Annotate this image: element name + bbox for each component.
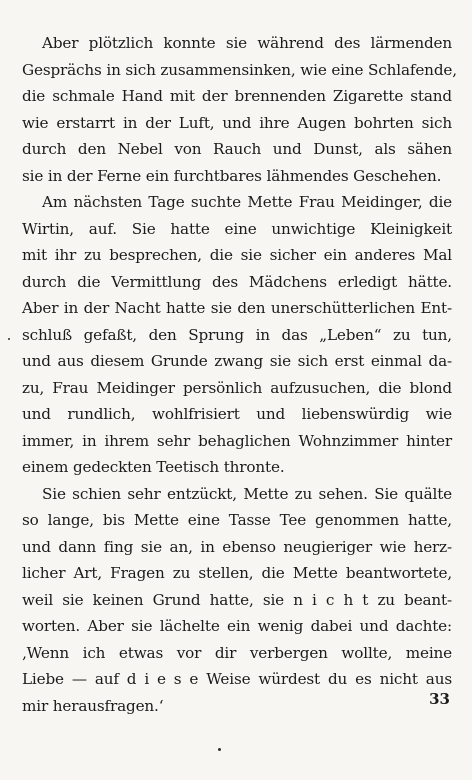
text-line: und aus diesem Grunde zwang sie sich erst einmal da- (22, 352, 452, 370)
text-line: worten. Aber sie lächelte ein wenig dabei und dachte: (22, 617, 452, 635)
text-line: Gesprächs in sich zusammensinken, wie eine Schlafende, (22, 60, 457, 79)
text-line: mir herausfragen.‘ (22, 696, 164, 715)
text-line: und dann fing sie an, in ebenso neugieriger wie herz- (22, 537, 452, 556)
text-line: durch den Nebel von Rauch und Dunst, als sähen (22, 140, 452, 158)
text-line: Sie schien sehr entzückt, Mette zu sehen. Sie quälte (42, 484, 452, 503)
text-line: wie erstarrt in der Luft, und ihre Augen bohrten sich (22, 113, 452, 132)
text-line: licher Art, Fragen zu stellen, die Mette beantwortete, (22, 564, 452, 582)
text-line: schluß gefaßt, den Sprung in das „Leben“ zu tun, (22, 325, 452, 344)
text-line: Am nächsten Tage suchte Mette Frau Meidinger, die (42, 193, 452, 211)
text-line: Liebe — auf d i e s e Weise würdest du es nicht aus (22, 670, 452, 688)
paragraph-3 (22, 481, 452, 720)
text-line: sie in der Ferne ein furchtbares lähmendes Geschehen. (22, 166, 442, 185)
text-line: durch die Vermittlung des Mädchens erledigt hätte. (22, 272, 452, 291)
page-body (22, 30, 457, 719)
text-line: die schmale Hand mit der brennenden Zigarette stand (22, 87, 452, 105)
paragraph-1 (22, 30, 457, 189)
text-line: Wirtin, auf. Sie hatte eine unwichtige Kleinigkeit (22, 219, 452, 238)
text-line: Aber plötzlich konnte sie während des lärmenden (42, 34, 452, 52)
text-line: und rundlich, wohlfrisiert und liebenswürdig wie (22, 405, 452, 423)
text-line: immer, in ihrem sehr behaglichen Wohnzimmer hinter (22, 431, 452, 450)
text-line: zu, Frau Meidinger persönlich aufzusuchen, die blond (22, 378, 452, 397)
text-line: einem gedeckten Teetisch thronte. (22, 458, 285, 476)
page-number: 33 (429, 690, 450, 708)
paragraph-2 (22, 189, 452, 481)
print-speck (218, 748, 221, 751)
text-line: weil sie keinen Grund hatte, sie n i c h t zu beant- (22, 590, 452, 609)
text-line: ‚Wenn ich etwas vor dir verbergen wollte, meine (22, 643, 452, 662)
text-line: Aber in der Nacht hatte sie den unerschütterlichen Ent- (22, 299, 452, 317)
print-speck (8, 338, 10, 340)
text-line: so lange, bis Mette eine Tasse Tee genommen hatte, (22, 511, 452, 529)
text-line: mit ihr zu besprechen, die sie sicher ein anderes Mal (22, 246, 452, 264)
